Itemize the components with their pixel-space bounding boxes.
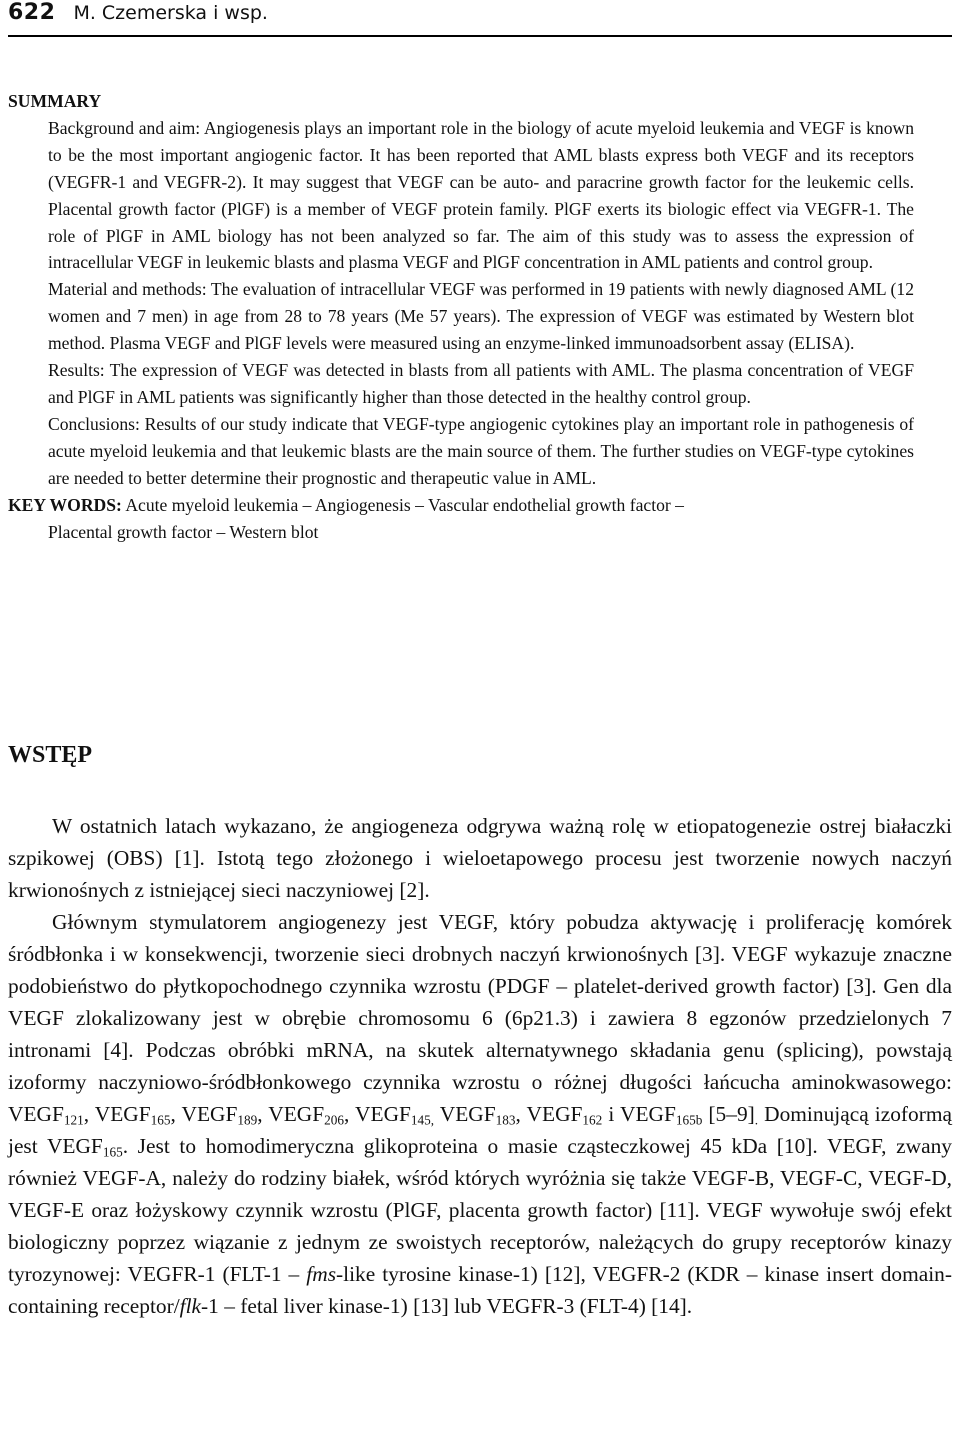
subscript-121: 121: [63, 1112, 84, 1128]
p2-text-t1: , VEGF: [83, 1102, 151, 1126]
subscript-206: 206: [324, 1112, 345, 1128]
running-head: M. Czemerska i wsp.: [73, 2, 268, 24]
keywords: [8, 492, 914, 546]
section-title-wstep: WSTĘP: [8, 742, 93, 768]
p2-text-t8: [5–9]: [702, 1102, 755, 1126]
body-text: [8, 810, 952, 1322]
subscript-189: 189: [237, 1112, 258, 1128]
subscript-162: 162: [582, 1112, 603, 1128]
keywords-line1: Acute myeloid leukemia – Angiogenesis – Vascular endothelial growth factor –: [125, 494, 684, 515]
p2-text-t2: , VEGF: [170, 1102, 238, 1126]
summary-results: Results: The expression of VEGF was detected in blasts from all patients with AML. The plasma concentration of VEGF and PlGF in AML patients was significantly higher than those detected in the healthy control group.: [48, 360, 914, 407]
page-number: 622: [8, 0, 56, 25]
summary-background: Background and aim: Angiogenesis plays an important role in the biology of acute myeloid leukemia and VEGF is known to be the most important angiogenic factor. It has been reported that AML blasts express both VEGF and its receptors (VEGFR-1 and VEGFR-2). It may suggest that VEGF can be auto- and paracrine growth factor for the leukemic cells. Placental growth factor (PlGF) is a member of VEGF protein family. PlGF exerts its biologic effect via VEGFR-1. The role of PlGF in AML biology has not been analyzed so far. The aim of this study was to assess the expression of intracellular VEGF in leukemic blasts and plasma VEGF and PlGF concentration in AML patients and control group.: [48, 117, 914, 273]
summary-section: [8, 88, 914, 545]
p2-text-c: -like tyrosine kinase-1) [12], VEGFR-2 (KDR – kinase insert domain-containing receptor/: [8, 1262, 952, 1318]
keywords-line2: Placental growth factor – Western blot: [48, 521, 319, 542]
p2-text-t7: i VEGF: [602, 1102, 676, 1126]
header-rule: [8, 35, 952, 37]
subscript-145: 145,: [410, 1112, 435, 1128]
p2-text-t5: VEGF: [434, 1102, 496, 1126]
summary-title: SUMMARY: [8, 91, 102, 111]
p2-text-t3: , VEGF: [257, 1102, 325, 1126]
page-header: [8, 0, 268, 30]
subscript-165: 165: [150, 1112, 171, 1128]
italic-flk: flk: [179, 1294, 202, 1318]
subscript-165b: 165b: [675, 1112, 703, 1128]
p2-text-t6: , VEGF: [515, 1102, 583, 1126]
italic-fms: fms: [306, 1262, 337, 1286]
keywords-label: KEY WORDS:: [8, 494, 122, 515]
subscript-165-dominant: 165: [102, 1144, 123, 1160]
p2-text-t9: Dominującą izoformą jest VEGF: [8, 1102, 952, 1158]
summary-methods: Material and methods: The evaluation of intracellular VEGF was performed in 19 patients with newly diagnosed AML (12 women and 7 men) in age from 28 to 78 years (Me 57 years). The expression of VEGF was estimated by Western blot method. Plasma VEGF and PlGF levels were measured using an enzyme-linked immunoadsorbent assay (ELISA).: [48, 279, 914, 354]
p2-text-t4: , VEGF: [344, 1102, 411, 1126]
p2-text-d: -1 – fetal liver kinase-1) [13] lub VEGFR-3 (FLT-4) [14].: [201, 1294, 693, 1318]
body-paragraph-2: [8, 906, 952, 1322]
summary-conclusions: Conclusions: Results of our study indicate that VEGF-type angiogenic cytokines play an important role in pathogenesis of acute myeloid leukemia and that leukemic blasts are the main source of them. The further studies on VEGF-type cytokines are needed to better determine their prognostic and therapeutic value in AML.: [48, 413, 914, 488]
subscript-183: 183: [495, 1112, 516, 1128]
p2-text-a: Głównym stymulatorem angiogenezy jest VEGF, który pobudza aktywację i proliferację komórek śródbłonka i w konsekwencji, tworzenie sieci drobnych naczyń krwionośnych [3]. VEGF wykazuje znaczne podobieństwo do płytkopochodnego czynnika wzrostu (PDGF – platelet-derived growth factor) [3]. Gen dla VEGF zlokalizowany jest w obrębie chromosomu 6 (6p21.3) i zawiera 8 egzonów przedzielonych 7 intronami [4]. Podczas obróbki mRNA, na skutek alternatywnego składania genu (splicing), powstają izoformy naczyniowo-śródbłonkowego czynnika wzrostu o różnej długości łańcucha aminokwasowego: VEGF: [8, 910, 952, 1126]
p2-text-b: . Jest to homodimeryczna glikoproteina o masie cząsteczkowej 45 kDa [10]. VEGF, zwany również VEGF-A, należy do rodziny białek, wśród których wyróżnia się także VEGF-B, VEGF-C, VEGF-D, VEGF-E oraz łożyskowy czynnik wzrostu (PlGF, placenta growth factor) [11]. VEGF wywołuje swój efekt biologiczny poprzez wiązanie z jednym ze swoistych receptorów, należących do grupy receptorów kinazy tyrozynowej: VEGFR-1 (FLT-1 –: [8, 1134, 952, 1286]
subscript-dot: .: [754, 1112, 759, 1128]
body-paragraph-1: W ostatnich latach wykazano, że angiogeneza odgrywa ważną rolę w etiopatogenezie ostrej białaczki szpikowej (OBS) [1]. Istotą tego złożonego i wieloetapowego procesu jest tworzenie nowych naczyń krwionośnych z istniejącej sieci naczyniowej [2].: [8, 814, 952, 902]
